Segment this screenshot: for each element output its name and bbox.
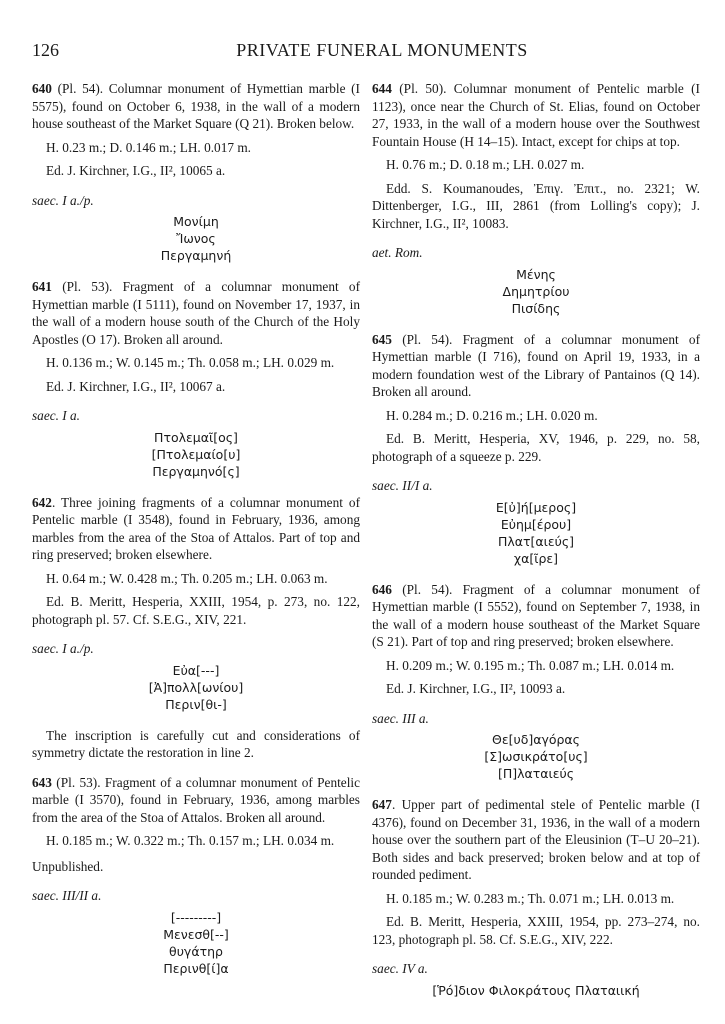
inscription-line: Μένης	[516, 266, 556, 282]
catalogue-entry	[372, 581, 700, 783]
inscription-text	[372, 499, 700, 567]
inscription-text	[372, 982, 700, 999]
entry-measurements: H. 0.284 m.; D. 0.216 m.; LH. 0.020 m.	[386, 407, 598, 423]
entry-description	[32, 774, 360, 827]
entry-measurements: H. 0.185 m.; W. 0.322 m.; Th. 0.157 m.; LH. 0.034 m.	[46, 833, 335, 848]
catalogue-entry	[372, 80, 700, 317]
entry-note: The inscription is carefully cut and considerations of symmetry dictate the restoration in line 2.	[32, 727, 360, 760]
inscription-line: [Σ]ωσικράτο[υς]	[484, 749, 588, 764]
entry-measurements: H. 0.136 m.; W. 0.145 m.; Th. 0.058 m.; LH. 0.029 m.	[46, 355, 335, 370]
inscription-line: Πτολεμαῖ[ος]	[154, 429, 238, 445]
entry-description	[32, 278, 360, 348]
entry-number: 644	[372, 81, 392, 96]
catalogue-entry	[32, 494, 360, 762]
inscription-line: Μενεσθ[--]	[163, 926, 229, 942]
entry-number: 640	[32, 81, 52, 96]
inscription-line: [Ἀ]πολλ[ωνίου]	[148, 679, 244, 695]
catalogue-entry	[372, 331, 700, 567]
inscription-text	[372, 266, 700, 317]
inscription-line: Ἴωνος	[176, 231, 216, 246]
right-column	[372, 80, 700, 1013]
entry-edition: Ed. B. Meritt, Hesperia, XXIII, 1954, pp. 273–274, no. 123, photograph pl. 58. Cf. S.E.G., XIV, 222.	[372, 914, 700, 947]
left-column	[32, 80, 360, 991]
inscription-line: Πλατ[αιεύς]	[497, 533, 575, 549]
inscription-line: Περγαμηνό[ς]	[152, 463, 240, 479]
page-header	[32, 40, 702, 64]
entry-description-text: (Pl. 54). Columnar monument of Hymettian marble (I 5575), found on October 6, 1938, in the wall of a modern house southeast of the Market Square (Q 21). Broken below.	[32, 81, 360, 131]
entry-measurements: H. 0.64 m.; W. 0.428 m.; Th. 0.205 m.; LH. 0.063 m.	[46, 570, 328, 586]
entry-measurements: H. 0.23 m.; D. 0.146 m.; LH. 0.017 m.	[46, 139, 251, 155]
entry-number: 641	[32, 279, 52, 294]
entry-description	[32, 80, 360, 133]
entry-edition: Ed. J. Kirchner, I.G., II², 10067 a.	[46, 378, 226, 394]
inscription-line: [---------]	[170, 909, 222, 925]
entry-number: 643	[32, 774, 52, 790]
inscription-line: Μονίμη	[173, 214, 219, 229]
entry-number: 642	[32, 494, 52, 510]
page-number: 126	[32, 40, 59, 60]
entry-date: saec. I a.	[32, 408, 80, 423]
inscription-line: Περινθ[ί]α	[163, 960, 229, 976]
inscription-line: Περιν[θι-]	[165, 696, 227, 712]
entry-description	[372, 80, 700, 150]
inscription-line: Περγαμηνή	[160, 248, 232, 263]
inscription-line: [Πτολεμαίο[υ]	[151, 446, 241, 462]
inscription-text	[32, 662, 360, 713]
inscription-line: Εὐα[---]	[172, 662, 220, 678]
inscription-line: Θε[υδ]αγόρας	[491, 732, 581, 747]
entry-description	[372, 581, 700, 651]
catalogue-entry	[32, 80, 360, 264]
catalogue-entry	[32, 278, 360, 480]
entry-description-text: (Pl. 53). Fragment of a columnar monument of Pentelic marble (I 3570), found in February, 1936, among marbles from the area of the Stoa of Attalos. Broken all around.	[32, 774, 360, 825]
entry-date: saec. I a./p.	[32, 192, 94, 208]
entry-date: saec. IV a.	[372, 961, 428, 976]
inscription-line: χα[ῖρε]	[513, 550, 559, 566]
catalogue-entry	[32, 774, 360, 977]
entry-edition: Ed. B. Meritt, Hesperia, XXIII, 1954, p. 273, no. 122, photograph pl. 57. Cf. S.E.G., XIV, 221.	[32, 594, 360, 627]
inscription-line: Εὐημ[έρου]	[500, 516, 572, 532]
entry-edition: Ed. J. Kirchner, I.G., II², 10093 a.	[386, 681, 566, 696]
entry-date: saec. III/II a.	[32, 888, 102, 903]
entry-unpublished: Unpublished.	[32, 858, 104, 874]
entry-description-text: (Pl. 54). Fragment of a columnar monument of Hymettian marble (I 5552), found on September 7, 1938, in the wall of a modern house southeast of the Market Square (S 21). Part of top and ring preserved; broken elsewhere.	[372, 581, 700, 649]
entry-measurements: H. 0.185 m.; W. 0.283 m.; Th. 0.071 m.; LH. 0.013 m.	[386, 890, 675, 906]
entry-date: saec. I a./p.	[32, 641, 94, 656]
entry-description	[372, 796, 700, 884]
entry-description	[372, 331, 700, 401]
inscription-line: Ε[ὐ]ή[μερος]	[495, 499, 577, 515]
entry-description-text: (Pl. 53). Fragment of a columnar monument of Hymettian marble (I 5111), found on November 17, 1937, in the wall of a modern house south of the Church of the Holy Apostles (O 17). Broken all around.	[32, 279, 360, 347]
entry-number: 645	[372, 331, 392, 347]
entry-description-text: . Three joining fragments of a columnar monument of Pentelic marble (I 3548), found in February, 1936, among marbles from the area of the Stoa of Attalos. Part of top and ring preserved; broken elsewhere.	[32, 494, 360, 562]
entry-number: 647	[372, 797, 392, 812]
inscription-text	[372, 731, 700, 782]
entry-date: saec. II/I a.	[372, 478, 433, 493]
inscription-line: [Ῥό]διον Φιλοκράτους Πλαταιική	[432, 982, 640, 998]
inscription-line: [Π]λαταιεύς	[497, 766, 575, 781]
entry-description	[32, 494, 360, 564]
catalogue-entry	[372, 796, 700, 999]
entry-description-text: (Pl. 54). Fragment of a columnar monument of Hymettian marble (I 716), found on April 19, 1933, in a modern foundation west of the Library of Pantainos (Q 14). Broken all around.	[372, 331, 700, 399]
inscription-line: θυγάτηρ	[169, 943, 223, 959]
entry-date: aet. Rom.	[372, 245, 423, 260]
inscription-line: Δημητρίου	[502, 283, 570, 299]
running-head: PRIVATE FUNERAL MONUMENTS	[236, 40, 528, 60]
entry-edition: Edd. S. Koumanoudes, Ἐπιγ. Ἐπιτ., no. 2321; W. Dittenberger, I.G., III, 2861 (from Lolling's copy); J. Kirchner, I.G., II², 10083.	[372, 180, 700, 231]
entry-description-text: . Upper part of pedimental stele of Pentelic marble (I 4376), found on December 31, 1936, in the wall of a modern house over the southern part of the Eleusinion (T–U 20–21). Both sides and back preserved; broken below and at top of rounded pediment.	[372, 797, 700, 882]
entry-edition: Ed. J. Kirchner, I.G., II², 10065 a.	[46, 163, 226, 178]
inscription-text	[32, 909, 360, 977]
entry-number: 646	[372, 581, 392, 597]
entry-edition: Ed. B. Meritt, Hesperia, XV, 1946, p. 229, no. 58, photograph of a squeeze p. 229.	[372, 431, 700, 464]
entry-measurements: H. 0.209 m.; W. 0.195 m.; Th. 0.087 m.; LH. 0.014 m.	[386, 657, 675, 673]
inscription-text	[32, 429, 360, 480]
entry-date: saec. III a.	[372, 710, 429, 726]
inscription-line: Πισίδης	[511, 300, 561, 316]
entry-measurements: H. 0.76 m.; D. 0.18 m.; LH. 0.027 m.	[386, 157, 585, 172]
inscription-text	[32, 213, 360, 264]
entry-description-text: (Pl. 50). Columnar monument of Pentelic marble (I 1123), once near the Church of St. Elias, found on October 27, 1933, in the wall of a modern house over the Southwest Fountain House (H 14–15). Intact, except for chips at top.	[372, 81, 700, 149]
